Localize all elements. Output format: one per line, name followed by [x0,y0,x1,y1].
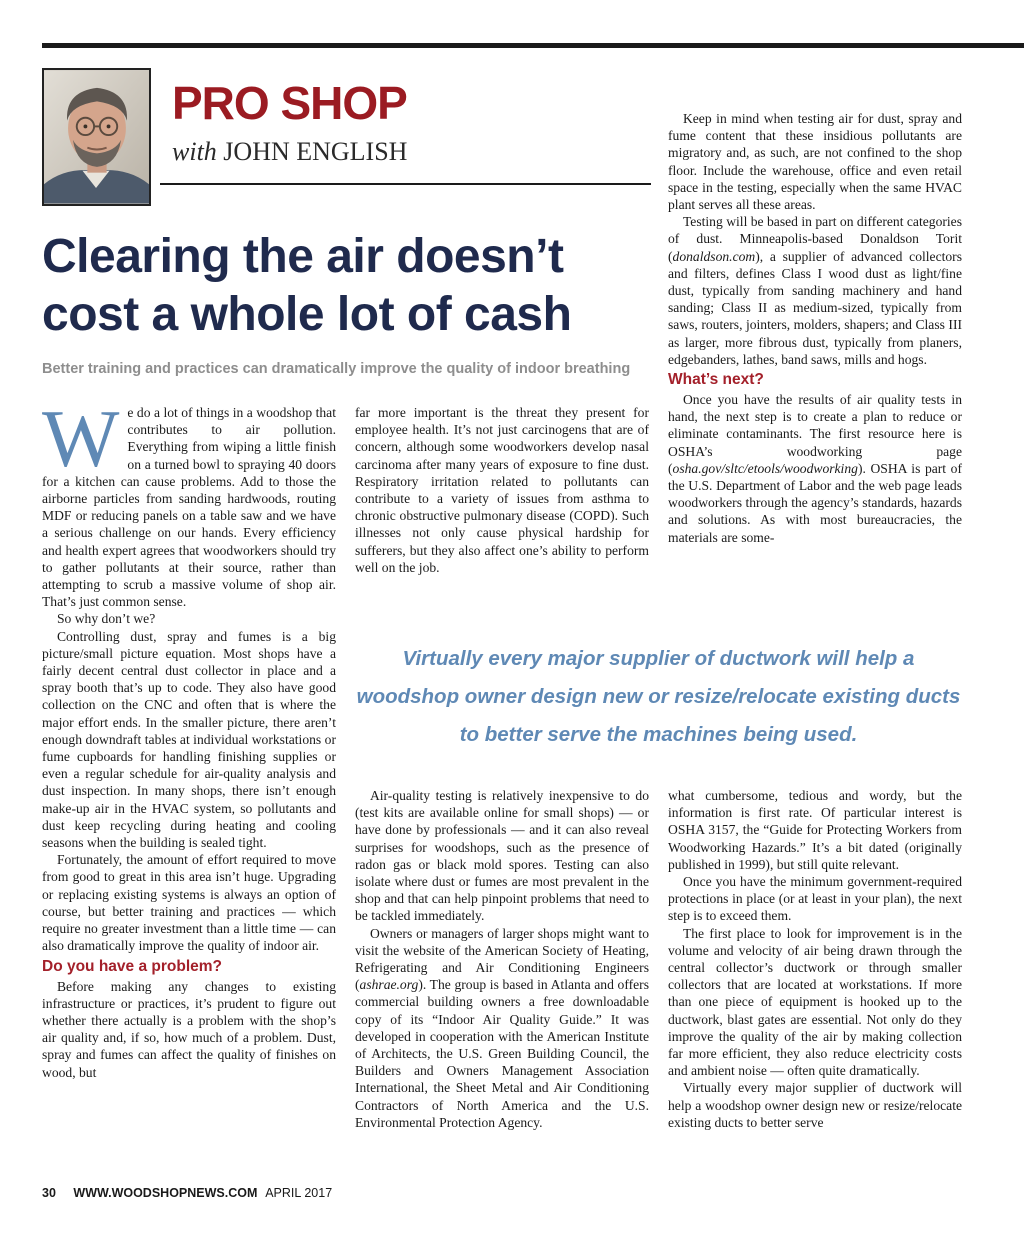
headline-line-2: cost a whole lot of cash [42,288,572,341]
column-3-bottom [668,787,962,1131]
paragraph [355,925,649,1131]
column-name: PRO SHOP [172,77,407,129]
subhead-do-you-have-a-problem: Do you have a problem? [42,957,223,975]
paragraph-text: Owners or managers of larger shops might want to visit the website of the American Society of Heating, Refrigerating and Air Conditioning Engineers ( [355,925,649,993]
paragraph-text: Once you have the results of air quality tests in hand, the next step is to create a plan to reduce or eliminate contaminants. The first resource here is OSHA’s woodworking page ( [668,392,962,476]
paragraph: Air-quality testing is relatively inexpensive to do (test kits are available online for small shops) — or have done by professionals — and it can also reveal surprises for woodshops, such as the presence of radon gas or black mold spores. Testing can also isolate where dust or fumes are most prevalent in the shop and that can help pinpoint problems that need to be tackled immediately. [355,788,649,924]
column-3-top [668,110,962,546]
paragraph-text: ). The group is based in Atlanta and offers commercial building owners a free downloadable copy of its “Indoor Air Quality Guide.” It was developed in cooperation with the American Institute of Architects, the U.S. Green Building Council, the Builders and Owners Management Association International, the Sheet Metal and Air Conditioning Contractors of North America and the U.S. Environmental Protection Agency. [355,977,649,1130]
paragraph [42,393,336,610]
paragraph: far more important is the threat they present for employee health. It’s not just carcinogens that are of concern, although some woodworkers develop nasal carcinoma after many years of exposure to fine dust. Respiratory irritation related to pollutants can contribute to a variety of issues from asthma to chronic obstructive pulmonary disease (COPD). Such illnesses not only cause physical hardship for sufferers, but they also affect one’s ability to perform well on the job. [355,405,649,575]
paragraph [668,213,962,368]
byline-with: with [172,137,217,166]
paragraph: Before making any changes to existing infrastructure or practices, it’s prudent to figure out whether there actually is a problem with the shop’s air quality and, if so, how much of a problem. Dust, spray and fumes can affect the quality of finishes on wood, but [42,978,336,1080]
byline-author: JOHN ENGLISH [223,137,408,166]
paragraph-text: Testing will be based in part on different categories of dust. Minneapolis-based Donaldson Torit ( [668,214,962,264]
paragraph [668,391,962,546]
top-rule [42,43,1024,48]
column-2-top [355,404,649,576]
footer-issue: APRIL 2017 [265,1186,333,1200]
article-headline [42,228,654,344]
paragraph: Once you have the minimum government-required protections in place (or at least in your plan), the next step is to exceed them. [668,874,962,924]
paragraph: So why don’t we? [56,611,156,627]
web-address: donaldson.com [672,248,756,264]
page-footer [42,1186,332,1200]
column-1 [42,393,336,1081]
paragraph: Fortunately, the amount of effort required to move from good to great in this area isn’t huge. Upgrading or replacing existing systems is always an option of course, but better training and practices — which require no greater investment than a little time — can also dramatically improve the quality of indoor air. [42,852,336,954]
paragraph: Keep in mind when testing air for dust, spray and fume content that these insidious pollutants are migratory and, as such, are not confined to the shop floor. Include the warehouse, office and even retail space in the testing, especially when the same HVAC plant serves all these areas. [668,111,962,213]
author-photo-image [44,70,149,204]
dropcap: W [42,393,120,484]
paragraph: what cumbersome, tedious and wordy, but the information is first rate. Of particular interest is OSHA 3157, the “Guide for Protecting Workers from Woodworking Hazards.” It’s a bit dated (originally published in 1999), but still quite relevant. [668,788,962,872]
pull-quote: Virtually every major supplier of ductwork will help a woodshop owner design new or resize/relocate existing ducts to better serve the machines being used. [356,647,961,746]
paragraph: The first place to look for improvement is in the volume and velocity of air being drawn through the central collector’s ductwork or through smaller collectors that are located at workstations. If more than one piece of equipment is hooked up to the ductwork, blast gates are essential. Not only do they improve the quality of the air by making collection far more efficient, they also reduce electricity costs and ambient noise — often quite dramatically. [668,925,962,1079]
column-2-bottom [355,787,649,1131]
article-deck: Better training and practices can dramatically improve the quality of indoor breathing [42,361,631,377]
paragraph-text: e do a lot of things in a woodshop that contributes to air pollution. Everything from wiping a little finish on a turned bowl to spraying 40 doors for a kitchen can cause problems. Add to those the airborne particles from sanding hardwoods, routing MDF or reducing panels on a table saw and we have a serious challenge on our hands. Every efficiency and health expert agrees that woodworkers should try to gather pollutants at their source, rather than attempting to scrub a massive volume of shop air. That’s just common sense. [42,405,336,610]
subhead-whats-next: What’s next? [668,371,764,389]
page-number: 30 [42,1186,56,1200]
paragraph-text: ), a supplier of advanced collectors and filters, defines Class I wood dust as light/fine dust, typically from sanding machinery and hand sanding; Class II as medium-sized, typically from saws, routers, jointers, molders, shapers; and Class III as larger, more fibrous dust, typically from planers, edgebanders, lathes, band saws, mills and hogs. [668,248,962,367]
paragraph-text: ). OSHA is part of the U.S. Department of Labor and the web page leads woodworkers through the agency’s standards, hazards and solutions. As with most bureaucracies, the materials are some- [668,460,962,545]
column-byline [172,139,407,165]
web-address: osha.gov/sltc/etools/woodworking [672,460,858,476]
footer-website: WWW.WOODSHOPNEWS.COM [73,1186,258,1200]
header-rule [160,183,651,185]
author-portrait [42,68,151,206]
headline-line-1: Clearing the air doesn’t [42,230,564,283]
paragraph: Virtually every major supplier of ductwork will help a woodshop owner design new or resize/relocate existing ducts to better serve [668,1080,962,1130]
web-address: ashrae.org [359,977,419,993]
paragraph: Controlling dust, spray and fumes is a big picture/small picture equation. Most shops have a fairly decent central dust collector in place and a spray booth that’s up to code. They also have good collection on the CNC and often that is where the major effort ends. In the smaller picture, there aren’t enough downdraft tables at individual workstations or fume cupboards for handling finishing supplies or even a regular schedule for air-quality analysis and dust inspection. In many shops, there isn’t enough make-up air in the HVAC system, so pollutants and dust keep recycling during heating and cooling seasons when the building is sealed tight. [42,628,336,851]
